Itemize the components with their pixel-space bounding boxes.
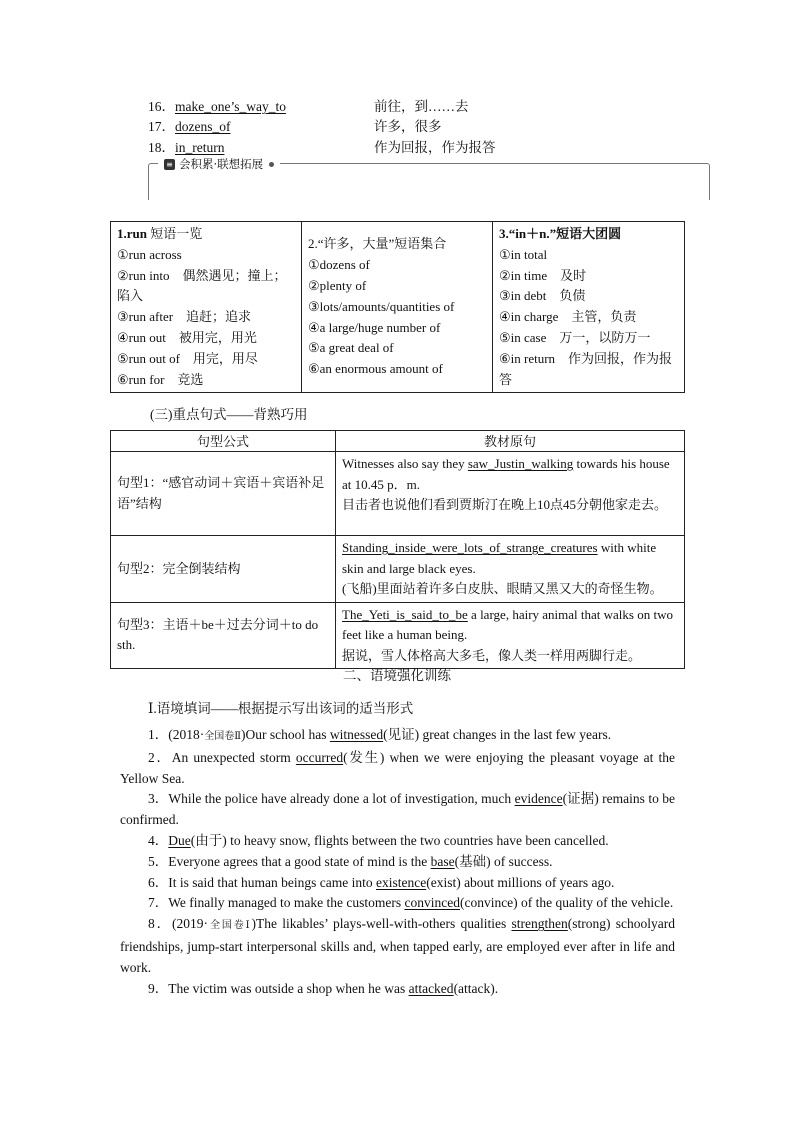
- phrase-item: ④in charge 主管，负责: [499, 309, 637, 325]
- exercise-item: 5．Everyone agrees that a good state of mind is the base(基础) of success.: [148, 853, 553, 869]
- phrase-item: ①run across: [117, 246, 182, 262]
- phrase-col-in: [493, 222, 685, 393]
- phrase-item: ①in total: [499, 246, 548, 262]
- vocab-meaning: 前往，到……去: [374, 99, 469, 114]
- phrase-item: ⑥in return 作为回报，作为报答: [499, 350, 673, 387]
- phrase-item: ⑤in case 万一，以防万一: [499, 329, 651, 345]
- vocab-number: 16．: [148, 99, 175, 114]
- phrase-col-title: 3.“in＋n.”短语大团圆: [499, 226, 622, 241]
- translation: (飞船)里面站着许多白皮肤、眼睛又黑又大的奇怪生物。: [342, 581, 663, 596]
- answer: base: [430, 853, 455, 869]
- phrase-item: ⑤run out of 用完，用尽: [117, 350, 258, 366]
- translation: 目击者也说他们看到贾斯汀在晚上10点45分朝他家走去。: [342, 497, 668, 512]
- vocab-item: [148, 138, 225, 158]
- vocab-item: [148, 97, 286, 117]
- vocab-meaning: 许多，很多: [374, 119, 442, 134]
- source-tag: 全国卷Ⅱ: [204, 731, 242, 742]
- banner-label: 会积累·联想拓展: [179, 157, 264, 171]
- vocab-phrase: in_return: [175, 140, 225, 155]
- key-structure: saw_Justin_walking: [467, 456, 574, 471]
- answer: Due: [168, 832, 191, 848]
- vocab-phrase: dozens_of: [175, 119, 231, 134]
- vocab-number: 18．: [148, 140, 175, 155]
- phrase-item: ②in time 及时: [499, 267, 587, 283]
- phrase-table: [110, 221, 685, 393]
- phrase-item: ②run into 偶然遇见；撞上；陷入: [117, 267, 287, 304]
- exercise-item: 7．We finally managed to make the customers convinced(convince) of the quality of the vehicle.: [148, 895, 674, 911]
- phrase-col-title: 2.“许多，大量”短语集合: [308, 236, 447, 252]
- pattern-cell: 句型2：完全倒装结构: [111, 536, 336, 603]
- answer: witnessed: [329, 727, 384, 742]
- list-icon: ≡: [164, 159, 175, 170]
- phrase-item: ⑤a great deal of: [308, 340, 394, 356]
- exercise-item: 3．While the police have already done a lot of investigation, much evidence(证据) remains to be confirmed.: [120, 791, 676, 828]
- sentence-table: [110, 430, 685, 669]
- vocab-number: 17．: [148, 119, 175, 134]
- answer: attacked: [408, 980, 454, 996]
- phrase-item: ③in debt 负债: [499, 288, 586, 304]
- original-cell: The_Yeti_is_said_to_be a large, hairy animal that walks on two feet like a human being. 据说，雪人体格高大多毛，像人类一样用两脚行走。: [336, 602, 685, 669]
- pattern-cell: 句型1：“感官动词＋宾语＋宾语补足语”结构: [111, 452, 336, 536]
- phrase-col-many: [302, 222, 493, 393]
- phrase-item: ①dozens of: [308, 257, 370, 273]
- exercise-item: 6．It is said that human beings came into existence(exist) about millions of years ago.: [148, 874, 615, 890]
- answer: existence: [375, 874, 427, 890]
- phrase-item: ③run after 追赶；追求: [117, 309, 252, 325]
- dot-icon: [269, 162, 274, 167]
- translation: 据说，雪人体格高大多毛，像人类一样用两脚行走。: [342, 647, 642, 663]
- exercise-item: 9．The victim was outside a shop when he was attacked(attack).: [148, 980, 499, 996]
- section2-title: 二、语境强化训练: [343, 668, 451, 683]
- phrase-item: ④run out 被用完，用光: [117, 329, 257, 345]
- phrase-item: ⑥run for 竞选: [117, 371, 204, 387]
- phrase-item: ⑥an enormous amount of: [308, 361, 443, 377]
- header-original: 教材原句: [336, 431, 685, 452]
- exercise-item: 4．Due(由于) to heavy snow, flights between the two countries have been cancelled.: [148, 832, 609, 848]
- original-cell: Standing_inside_were_lots_of_strange_creatures with white skin and large black eyes. (飞船)里面站着许多白皮肤、眼睛又黑又大的奇怪生物。: [336, 536, 685, 603]
- phrase-item: ②plenty of: [308, 277, 367, 293]
- original-cell: Witnesses also say they saw_Justin_walking towards his house at 10.45 p．m. 目击者也说他们看到贾斯汀在晚上10点45分朝他家走去。: [336, 452, 685, 536]
- section-banner: [158, 156, 280, 172]
- source-tag: 全国卷Ⅰ: [208, 920, 252, 932]
- section3-title: (三)重点句式——背熟巧用: [150, 407, 308, 422]
- phrase-col-title: 1.run 短语一览: [117, 226, 203, 241]
- answer: strengthen: [511, 916, 568, 932]
- answer: evidence: [514, 791, 563, 807]
- header-pattern: 句型公式: [111, 431, 336, 452]
- exercise-heading: Ⅰ.语境填词——根据提示写出该词的适当形式: [148, 701, 414, 716]
- phrase-item: ③lots/amounts/quantities of: [308, 298, 455, 314]
- pattern-cell: 句型3：主语＋be＋过去分词＋to do sth.: [111, 602, 336, 669]
- exercise-list: [120, 725, 675, 999]
- exercise-item: 2．An unexpected storm occurred(发生) when we were enjoying the pleasant voyage at the Yellow Sea.: [120, 749, 676, 786]
- vocab-phrase: make_one’s_way_to: [175, 99, 286, 114]
- key-structure: The_Yeti_is_said_to_be: [342, 606, 468, 622]
- key-structure: Standing_inside_were_lots_of_strange_creatures: [342, 540, 598, 555]
- answer: occurred: [295, 749, 344, 765]
- answer: convinced: [404, 895, 460, 911]
- phrase-item: ④a large/huge number of: [308, 319, 441, 335]
- vocab-item: [148, 117, 230, 137]
- phrase-col-run: [111, 222, 302, 393]
- exercise-item: 8．(2019·全国卷Ⅰ)The likables’ plays-well-with-others qualities strengthen(strong) schoolyard friendships, jump-start interpersonal skills and, when tapped early, are employed ever after in life and work.: [120, 916, 675, 975]
- exercise-item: 1．(2018·全国卷Ⅱ)Our school has witnessed(见证) great changes in the last few years.: [148, 727, 612, 742]
- vocab-meaning: 作为回报，作为报答: [374, 140, 496, 155]
